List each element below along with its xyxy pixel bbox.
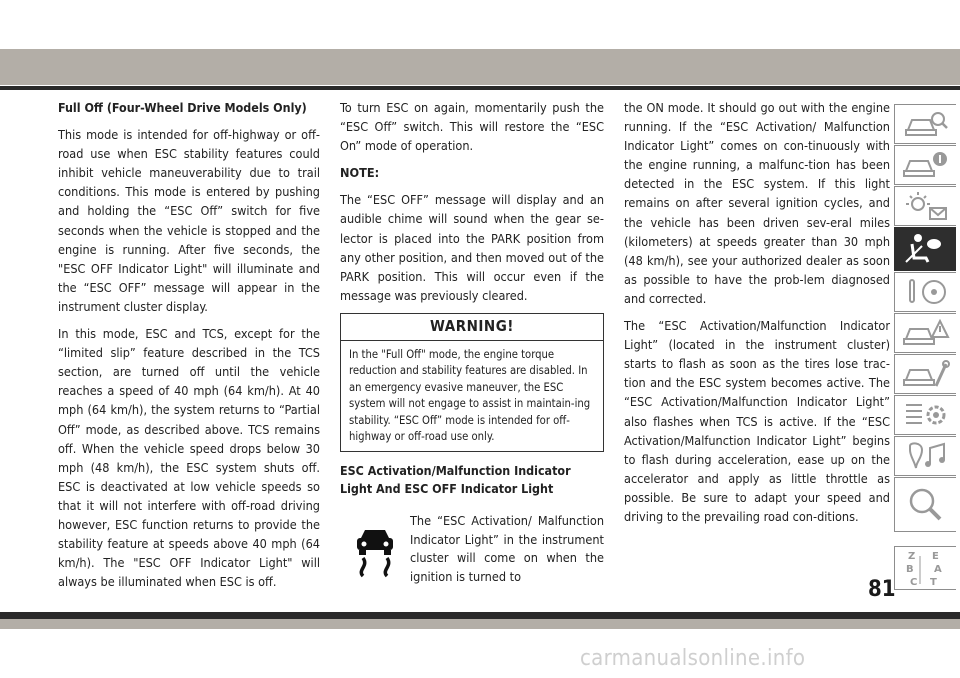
sidebar-tab-car-info[interactable] [894,145,956,185]
warning-lights-icon [902,190,950,222]
paragraph: the ON mode. It should go out with the engine running. If the “ESC Activation/ Malfunction Indicator Light” comes on con-tinuously with the engine running, a malfunc-tion has been detected in the ESC system. If this light remains on after several ignition cycles, and the vehicle has been driven sev-eral miles (kilometers) at speeds greater than 30 mph (48 km/h), see your authorized dealer as soon as possible to have the prob-lem diagnosed and corrected. [624,100,890,306]
paragraph: The “ESC Activation/ Malfunction Indicator Light” in the instrument cluster will come on when the ignition is turned to [410,513,604,584]
search-icon [902,485,950,525]
sidebar-tab-car-warning[interactable] [894,313,956,353]
icon-row [340,512,604,592]
index-letter: A [933,564,942,575]
sidebar-tab-warning-lights[interactable] [894,186,956,226]
sidebar-tab-seat-airbag[interactable] [894,227,956,271]
sidebar-tab-specs[interactable] [894,395,956,435]
warning-box [340,313,604,453]
warning-text: In the "Full Off" mode, the engine torque reduction and stability features are disabled. In an emergency evasive maneuver, the ESC system will not engage to assist in maintain-ing stability. “ESC Off” mode is intended for off-highway or off-road use only. [349,348,591,444]
footer-rule [0,612,960,619]
column-middle [340,98,604,592]
car-service-icon [902,358,950,390]
sidebar-tab-car-search[interactable] [894,104,956,144]
section-heading-esc-light: ESC Activation/Malfunction Indicator Light And ESC OFF Indicator Light [340,463,571,497]
car-search-icon [902,108,950,140]
esc-skid-icon [340,512,410,592]
sidebar-tab-index[interactable] [894,546,956,590]
warning-title: WARNING! [341,314,603,341]
sidebar-tab-steering-key[interactable] [894,272,956,312]
index-letter: E [931,551,939,562]
footer-band [0,619,960,629]
watermark: carmanualsonline.info [580,646,806,671]
multimedia-icon [902,440,950,472]
steering-key-icon [902,276,950,308]
paragraph: To turn ESC on again, momentarily push the “ESC Off” switch. This will restore the “ESC On” mode of operation. [340,100,604,154]
car-info-icon [902,149,950,181]
header-band [0,49,960,85]
column-right [624,98,890,534]
note-label: NOTE: [340,165,380,181]
paragraph: The “ESC Activation/Malfunction Indicator Light” (located in the instrument cluster) starts to flash as soon as the tires lose trac-tion and the ESC system becomes active. The “ESC Activation/Malfunction Indicator Light” also flashes when TCS is active. If the “ESC Activation/Malfunction Indicator Light” begins to flash during acceleration, ease up on the accelerator and apply as little throttle as possible. Be sure to adapt your speed and driving to the prevailing road con-ditions. [624,318,890,524]
index-letter: B [905,564,914,575]
paragraph: In this mode, ESC and TCS, except for the “limited slip” feature described in the TCS section, are turned off until the vehicle reaches a speed of 40 mph (64 km/h). At 40 mph (64 km/h), the system returns to “Partial Off” mode, as described above. TCS remains off. When the vehicle speed drops below 30 mph (48 km/h), the ESC system shuts off. ESC is deactivated at low vehicle speeds so that it will not interfere with off-road driving however, ESC function returns to provide the stability feature at speeds above 40 mph (64 km/h). The "ESC OFF Indicator Light" will always be illuminated when ESC is off. [58,326,320,590]
note-text: The “ESC OFF” message will display and an audible chime will sound when the gear se-lector is placed into the PARK position from any other position, and then moved out of the PARK position. This will occur even if the message was previously cleared. [340,192,604,303]
sidebar-tab-search[interactable] [894,477,956,532]
car-warning-icon [902,317,950,349]
paragraph: This mode is intended for off-highway or off-road use when ESC stability features could inhibit vehicle maneuverability due to trail conditions. This mode is entered by pushing and holding the “ESC Off” switch for five seconds when the vehicle is stopped and the engine is running. After five seconds, the "ESC OFF Indicator Light" will illuminate and the “ESC OFF” message will appear in the instrument cluster display. [58,127,320,314]
index-letter: C [909,577,917,588]
index-letter: Z [907,551,915,562]
seat-airbag-icon [902,232,950,266]
index-letters-icon [902,548,950,588]
index-letter: T [929,577,937,588]
section-heading-full-off: Full Off (Four-Wheel Drive Models Only) [58,100,307,115]
header-rule [0,86,960,90]
page-number: 81 [868,577,896,602]
sidebar-tab-multimedia[interactable] [894,436,956,476]
column-left [58,98,320,599]
sidebar-tab-car-service[interactable] [894,354,956,394]
specs-gear-icon [902,399,950,431]
